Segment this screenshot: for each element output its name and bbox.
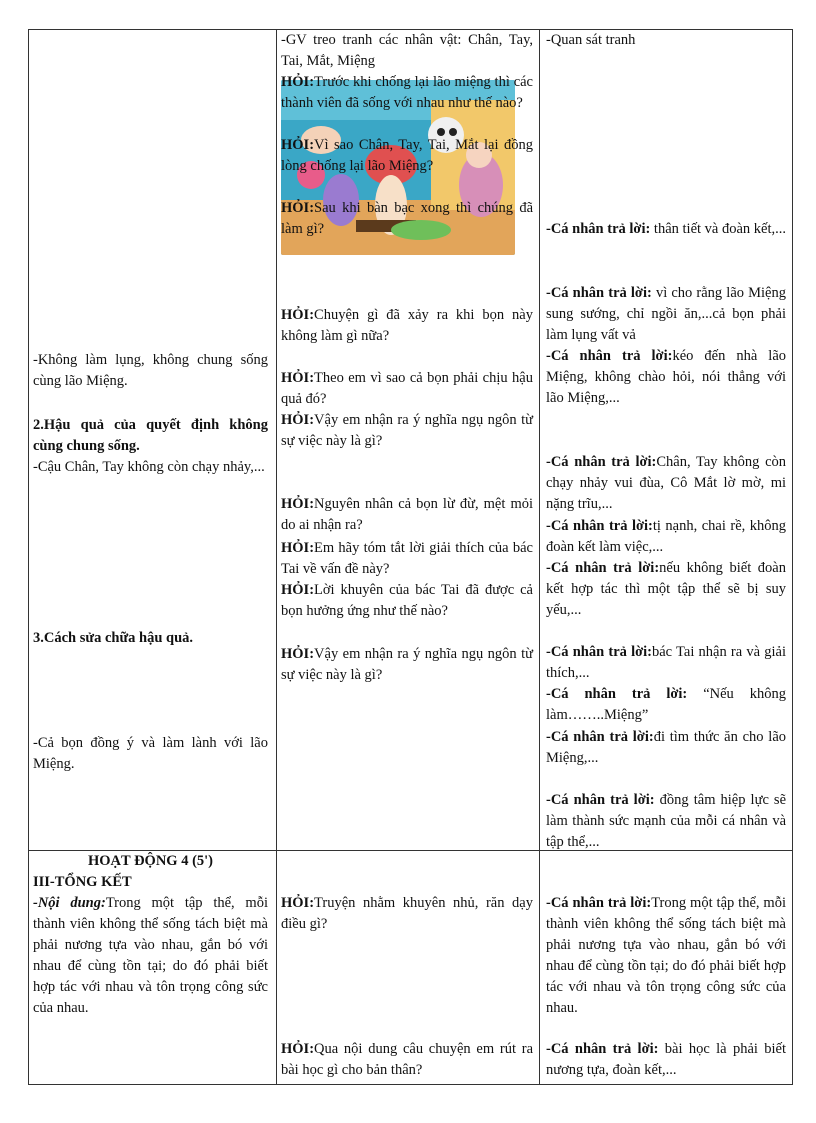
question: HỎI:Qua nội dung câu chuyện em rút ra bài học gì cho bản thân? [281, 1041, 533, 1078]
lesson-table [28, 29, 793, 1085]
content-paragraph: -Cậu Chân, Tay không còn chạy nhảy,... [33, 459, 265, 475]
student-answer: -Cá nhân trả lời:Trong một tập thể, mỗi thành viên không thể sống tách biệt mà phải nương tựa vào nhau, gắn bó với nhau để cùng tồn tại; do đó phải biết hợp tác với nhau và tôn trọng công sức của nhau. [546, 895, 786, 1016]
student-answer: -Cá nhân trả lời: bài học là phải biết nương tựa, đoàn kết,... [546, 1041, 786, 1078]
question: HỎI:Chuyện gì đã xảy ra khi bọn này không làm gì nữa? [281, 307, 533, 344]
question: HỎI:Vậy em nhận ra ý nghĩa ngụ ngôn từ sự việc này là gì? [281, 646, 533, 683]
student-answer: -Cá nhân trả lời: thân tiết và đoàn kết,... [546, 221, 786, 237]
student-answer: -Cá nhân trả lời:tị nạnh, chai rề, không đoàn kết làm việc,... [546, 518, 786, 555]
student-answer: -Cá nhân trả lời: vì cho rằng lão Miệng sung sướng, chỉ ngồi ăn,...cả bọn phải làm lụng vất vả [546, 285, 786, 343]
question: HỎI:Nguyên nhân cả bọn lừ đừ, mệt mỏi do ai nhận ra? [281, 496, 533, 533]
activity-heading: HOẠT ĐỘNG 4 (5') [88, 853, 213, 869]
question: HỎI:Lời khuyên của bác Tai đã được cả bọn hưởng ứng như thế nào? [281, 582, 533, 619]
student-answer: -Cá nhân trả lời:bác Tai nhận ra và giải thích,... [546, 644, 786, 681]
student-answer: -Cá nhân trả lời:đi tìm thức ăn cho lão Miệng,... [546, 729, 787, 766]
content-paragraph: -Không làm lụng, không chung sống cùng lão Miệng. [33, 352, 268, 389]
student-activity: -Quan sát tranh [546, 32, 636, 48]
section-heading: III-TỔNG KẾT [33, 874, 132, 890]
student-answer: -Cá nhân trả lời:Chân, Tay không còn chạy nhảy vui đùa, Cô Mắt lờ mờ, mi nặng trĩu,... [546, 454, 787, 512]
question: HỎI:Em hãy tóm tắt lời giải thích của bác Tai về vấn đề này? [281, 540, 533, 577]
student-answer: -Cá nhân trả lời: đồng tâm hiệp lực sẽ làm thành sức mạnh của mỗi cá nhân và tập thể,... [546, 792, 787, 850]
question: HỎI:Sau khi bàn bạc xong thì chúng đã làm gì? [281, 200, 533, 237]
section-heading: 2.Hậu quả của quyết định không cùng chung sống. [33, 417, 268, 454]
question: HỎI:Vì sao Chân, Tay, Tai, Mắt lại đồng lòng chống lại lão Miệng? [281, 137, 533, 174]
table-row [29, 30, 793, 851]
content-paragraph: -Cả bọn đồng ý và làm lành với lão Miệng. [33, 735, 268, 772]
student-answer: -Cá nhân trả lời:nếu không biết đoàn kết hợp tác thì một tập thể sẽ bị suy yếu,... [546, 560, 786, 618]
student-activity-cell [540, 851, 793, 1085]
question: HỎI:Trước khi chống lại lão miệng thì các thành viên đã sống với nhau như thế nào? [281, 74, 533, 111]
student-activity-cell [540, 30, 793, 851]
question: HỎI:Truyện nhằm khuyên nhủ, răn dạy điều gì? [281, 895, 533, 932]
question: HỎI:Vậy em nhận ra ý nghĩa ngụ ngôn từ sự việc này là gì? [281, 412, 533, 449]
student-answer: -Cá nhân trả lời:kéo đến nhà lão Miệng, không chào hỏi, nói thẳng với lão Miệng,... [546, 348, 786, 406]
table-row [29, 851, 793, 1085]
section-heading: 3.Cách sửa chữa hậu quả. [33, 630, 194, 646]
student-answer: -Cá nhân trả lời: “Nếu không làm……..Miệng” [546, 686, 787, 723]
content-paragraph: -Nội dung:Trong một tập thể, mỗi thành viên không thể sống tách biệt mà phải nương tựa vào nhau, gắn bó với nhau để cùng tồn tại; do đó phải biết hợp tác với nhau và tôn trọng công sức của nhau. [33, 895, 268, 1016]
teacher-activity-cell [277, 851, 540, 1085]
content-cell [29, 851, 277, 1085]
teacher-instruction: -GV treo tranh các nhân vật: Chân, Tay, Tai, Mắt, Miệng [281, 32, 533, 69]
content-cell [29, 30, 277, 851]
lesson-plan-page [28, 29, 792, 1084]
question: HỎI:Theo em vì sao cả bọn phải chịu hậu quả đó? [281, 370, 533, 407]
teacher-activity-cell [277, 30, 540, 851]
